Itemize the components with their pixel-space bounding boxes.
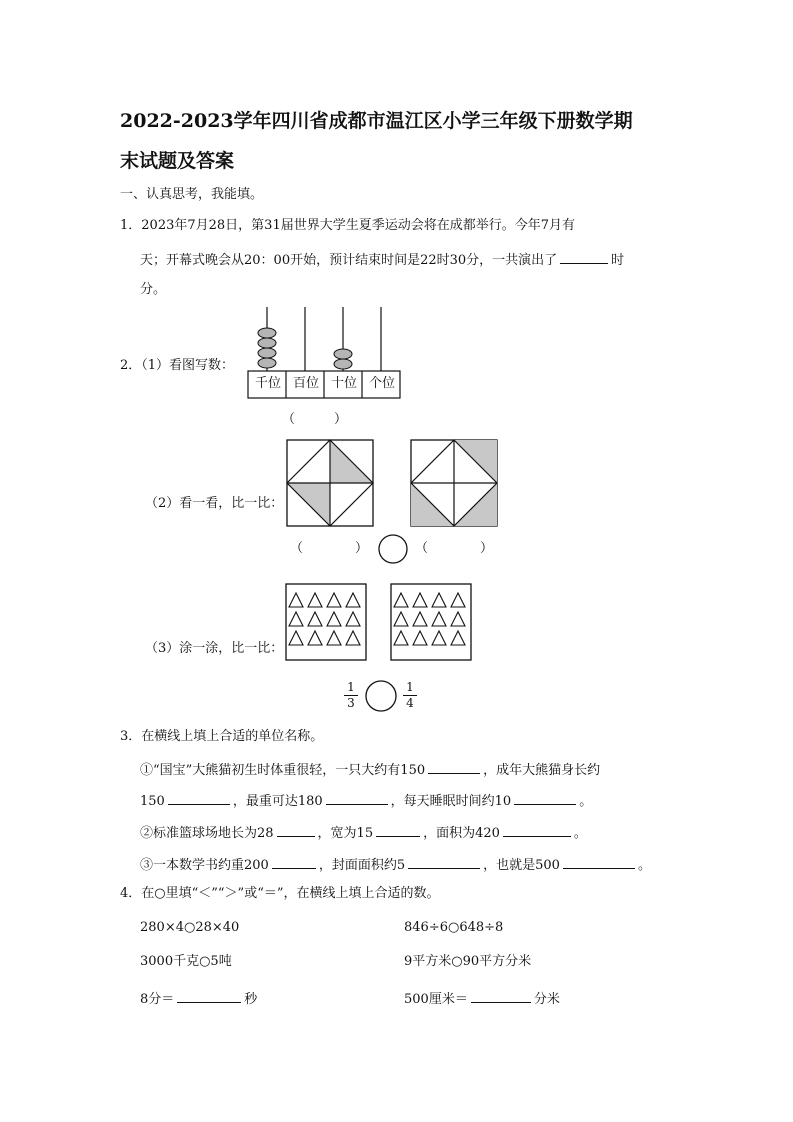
- q3-blank-sleep[interactable]: [514, 791, 576, 805]
- q3-line-a: [140, 760, 600, 779]
- q4-blank-seconds[interactable]: [177, 989, 241, 1003]
- square-figure-right: [410, 439, 500, 527]
- q3-blank-court-length[interactable]: [277, 823, 315, 837]
- q2-part2-paren-left[interactable]: （ ）: [290, 541, 369, 556]
- q3-c-text3: ，也就是500: [483, 858, 560, 873]
- q1-line2-text: 天；开幕式晚会从20：00开始，预计结束时间是22时30分，一共演出了: [140, 253, 558, 268]
- abacus-bead: [258, 358, 276, 368]
- compare-circle-3[interactable]: [364, 679, 398, 713]
- q3-c-text1: ③一本数学书约重200: [140, 858, 269, 873]
- q4-row1-left[interactable]: 280×4○28×40: [140, 920, 240, 935]
- q1-line3: 分。: [140, 282, 167, 297]
- q3-a-text1: ①“国宝”大熊猫初生时体重很轻，一只大约有150: [140, 763, 426, 778]
- q2-part1-label: 2．（1）看图写数：: [120, 358, 235, 373]
- q3-line-b: [140, 823, 587, 842]
- q3-a-text5: ，每天睡眠时间约10: [390, 794, 512, 809]
- abacus-label-thousands: 千位: [254, 376, 281, 391]
- q3-a-text3: 150: [140, 794, 165, 809]
- q4-row3-right: [404, 989, 560, 1008]
- q3-a-text4: ，最重可达180: [232, 794, 323, 809]
- q3-blank-maxweight[interactable]: [326, 791, 388, 805]
- abacus-label-tens: 十位: [330, 376, 357, 391]
- q4-row2-right[interactable]: 9平方米○90平方分米: [404, 954, 532, 969]
- q1-line2: [140, 250, 624, 269]
- q4-r3r-text2: 分米: [533, 992, 560, 1007]
- q3-line-c: [140, 855, 651, 874]
- fraction-numerator: 1: [347, 680, 355, 694]
- fraction-denominator: 3: [347, 696, 355, 710]
- abacus-bead: [334, 349, 352, 359]
- q4-row3-left: [140, 989, 257, 1008]
- page-title-line2: 末试题及答案: [120, 150, 235, 172]
- q3-b-text2: ，宽为15: [317, 826, 374, 841]
- abacus-bead: [258, 348, 276, 358]
- fraction-one-third: [344, 681, 358, 710]
- q4-row2-left[interactable]: 3000千克○5吨: [140, 954, 232, 969]
- q3-blank-weight[interactable]: [428, 760, 480, 774]
- fraction-numerator: 1: [406, 680, 414, 694]
- q4-r3r-text1: 500厘米＝: [404, 992, 468, 1007]
- q1-line1: 1．2023年7月28日，第31届世界大学生夏季运动会将在成都举行。今年7月有: [120, 218, 575, 233]
- q3-a-text6: 。: [579, 794, 593, 809]
- page-title-line1: 2022-2023学年四川省成都市温江区小学三年级下册数学期: [120, 110, 633, 132]
- q3-blank-cover-area[interactable]: [408, 855, 480, 869]
- triangle-grid-left: [285, 583, 367, 661]
- triangle-grid-right: [390, 583, 472, 661]
- q3-heading: 3．在横线上填上合适的单位名称。: [120, 729, 324, 744]
- abacus-bead: [334, 359, 352, 369]
- q4-r3l-text1: 8分＝: [140, 992, 175, 1007]
- q3-b-text4: 。: [573, 826, 587, 841]
- q3-blank-court-width[interactable]: [376, 823, 420, 837]
- q3-blank-cover-area2[interactable]: [563, 855, 635, 869]
- q4-heading: 4．在○里填“＜”“＞”或“＝”，在横线上填上合适的数。: [120, 886, 440, 901]
- q2-part2-label: （2）看一看，比一比：: [145, 496, 284, 511]
- q3-a-text2: ，成年大熊猫身长约: [483, 763, 601, 778]
- fraction-denominator: 4: [406, 696, 414, 710]
- q3-blank-court-area[interactable]: [503, 823, 571, 837]
- q3-b-text3: ，面积为420: [423, 826, 500, 841]
- q2-part1-answer-paren[interactable]: （ ）: [282, 412, 348, 427]
- q3-b-text1: ②标准篮球场地长为28: [140, 826, 274, 841]
- q4-r3l-text2: 秒: [244, 992, 258, 1007]
- q3-c-text2: ，封面面积约5: [318, 858, 406, 873]
- q1-blank[interactable]: [560, 250, 608, 264]
- abacus-bead: [258, 338, 276, 348]
- abacus-label-hundreds: 百位: [292, 376, 319, 391]
- compare-circle-2[interactable]: [377, 533, 409, 565]
- q3-line-a2: [140, 791, 592, 810]
- q4-row1-right[interactable]: 846÷6○648÷8: [404, 920, 504, 935]
- q4-blank-decimeters[interactable]: [471, 989, 531, 1003]
- abacus-label-ones: 个位: [368, 376, 395, 391]
- section-heading: 一、认真思考，我能填。: [120, 187, 264, 202]
- abacus-bead: [258, 328, 276, 338]
- fraction-one-fourth: [403, 681, 417, 710]
- q3-c-text4: 。: [637, 858, 651, 873]
- q3-blank-book-weight[interactable]: [272, 855, 316, 869]
- q2-part3-label: （3）涂一涂，比一比：: [145, 641, 284, 656]
- q1-line2-unit: 时: [611, 253, 625, 268]
- q3-blank-length[interactable]: [168, 791, 230, 805]
- square-figure-left: [286, 439, 376, 527]
- q2-part2-paren-right[interactable]: （ ）: [415, 541, 494, 556]
